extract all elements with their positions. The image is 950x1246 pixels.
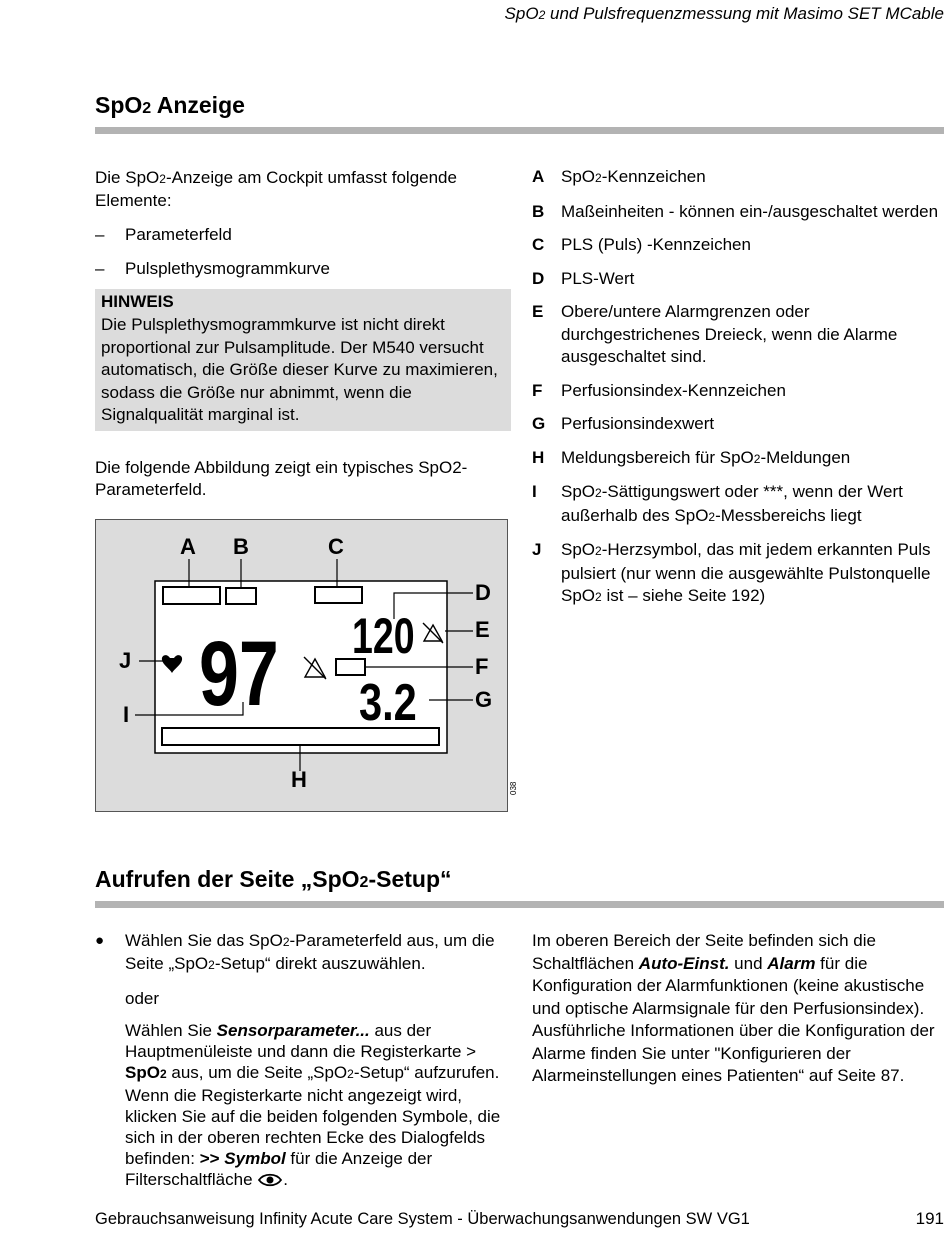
legend-key: H	[532, 447, 545, 467]
bullet-icon: ●	[95, 932, 105, 949]
intro-paragraph: Die SpO2-Anzeige am Cockpit umfasst folgende Elemente:	[95, 168, 457, 210]
legend-text: PLS (Puls) -Kennzeichen	[561, 235, 751, 254]
legend-item-j	[532, 539, 947, 609]
legend-key: B	[532, 201, 545, 221]
pi-value: 3.2	[359, 672, 417, 732]
label-b: B	[233, 534, 249, 559]
step-text: Wählen Sie das SpO2-Parameterfeld aus, um die Seite „SpO2-Setup“ direkt auszuwählen.	[125, 931, 495, 973]
legend-text: Perfusionsindex-Kennzeichen	[561, 380, 786, 400]
heading-rule	[95, 901, 944, 908]
legend-item-d	[532, 268, 947, 291]
figure-code: 038	[509, 781, 518, 795]
step-or: oder	[125, 989, 160, 1008]
section-heading-spo2-setup: Aufrufen der Seite „SpO2-Setup“	[95, 866, 452, 892]
legend-text: Obere/untere Alarmgrenzen oder durchgestrichenes Dreieck, wenn die Alarme ausgeschaltet sind.	[561, 302, 898, 366]
step-item	[95, 930, 510, 976]
legend-item-c	[532, 234, 947, 257]
list-item: – Parameterfeld	[95, 225, 232, 244]
legend-item-a	[532, 166, 947, 190]
legend-item-h	[532, 447, 947, 471]
legend-key: C	[532, 235, 545, 254]
label-e: E	[475, 617, 490, 642]
label-d: D	[475, 580, 491, 605]
label-a: A	[180, 534, 196, 559]
legend-key: A	[532, 167, 545, 186]
spo2-label-box	[163, 587, 220, 604]
label-c: C	[328, 534, 344, 559]
figure-intro: Die folgende Abbildung zeigt ein typisches SpO2-Parameterfeld.	[95, 458, 468, 499]
legend-text: PLS-Wert	[561, 268, 635, 288]
pls-label-box	[315, 587, 362, 603]
eye-icon	[257, 1172, 283, 1188]
legend-item-g	[532, 413, 947, 436]
running-header: SpO2 und Pulsfrequenzmessung mit Masimo SET MCable	[504, 4, 944, 23]
legend-text: SpO2-Kennzeichen	[561, 167, 706, 186]
heading-rule	[95, 127, 944, 134]
step-text-alt: Wählen Sie Sensorparameter... aus der Hauptmenüleiste und dann die Registerkarte > SpO2 aus, um die Seite „SpO2-Setup“ aufzurufen. Wenn die Registerkarte nicht angezeigt wird, klicken Sie auf die beiden folgenden Symbole, die sich in der oberen rechten Ecke des Dialogfelds befinden: >> Symbol für die Anzeige der Filterschaltfläche .	[125, 1021, 501, 1189]
label-i: I	[123, 702, 130, 727]
parameter-field-diagram	[95, 519, 508, 812]
legend-key: I	[532, 482, 537, 501]
setup-description: Im oberen Bereich der Seite befinden sich die Schaltflächen Auto-Einst. und Alarm für die Konfiguration der Alarmfunktionen (keine akustische und optische Alarmsignale für den Perfusionsindex). Ausführliche Informationen über die Konfiguration der Alarme finden Sie unter "Konfigurieren der Alarmeinstellungen eines Patienten“ auf Seite 87.	[532, 931, 935, 1085]
label-f: F	[475, 654, 489, 679]
legend-text: Meldungsbereich für SpO2-Meldungen	[561, 447, 851, 467]
page-number: 191	[915, 1209, 944, 1228]
legend-item-f	[532, 380, 947, 403]
note-box	[95, 289, 511, 431]
label-j: J	[119, 648, 132, 673]
legend-key: G	[532, 414, 546, 433]
pulse-value: 120	[352, 608, 415, 665]
legend-key: F	[532, 380, 543, 400]
footer-text: Gebrauchsanweisung Infinity Acute Care System - Überwachungsanwendungen SW VG1	[95, 1210, 750, 1228]
legend-key: D	[532, 268, 545, 288]
spo2-value: 97	[199, 622, 279, 726]
unit-box	[226, 588, 256, 604]
legend-key: J	[532, 540, 542, 559]
legend-list	[532, 166, 947, 620]
legend-text: Maßeinheiten - können ein-/ausgeschaltet werden	[561, 201, 939, 221]
label-h: H	[291, 767, 307, 792]
legend-text: SpO2-Herzsymbol, das mit jedem erkannten Puls pulsiert (nur wenn die ausgewählte Pulstonquelle SpO2 ist – siehe Seite 192)	[561, 540, 931, 605]
step-list	[95, 930, 510, 1201]
legend-item-b	[532, 201, 947, 224]
legend-key: E	[532, 302, 544, 321]
legend-item-e	[532, 301, 947, 369]
legend-text: SpO2-Sättigungswert oder ***, wenn der Wert außerhalb des SpO2-Messbereichs liegt	[561, 482, 903, 525]
section-heading-spo2-display: SpO2 Anzeige	[95, 92, 245, 118]
figure-parameter-field	[95, 519, 508, 812]
note-title: HINWEIS	[101, 292, 174, 311]
note-text: Die Pulsplethysmogrammkurve ist nicht direkt proportional zur Pulsamplitude. Der M540 versucht automatisch, die Größe dieser Kurve zu maximieren, sodass die Größe nur abnimmt, wenn die Signalqualität marginal ist.	[101, 315, 498, 424]
legend-text: Perfusionsindexwert	[561, 414, 715, 433]
label-g: G	[475, 687, 493, 712]
list-item: – Pulsplethysmogrammkurve	[95, 259, 331, 278]
legend-item-i	[532, 481, 947, 528]
